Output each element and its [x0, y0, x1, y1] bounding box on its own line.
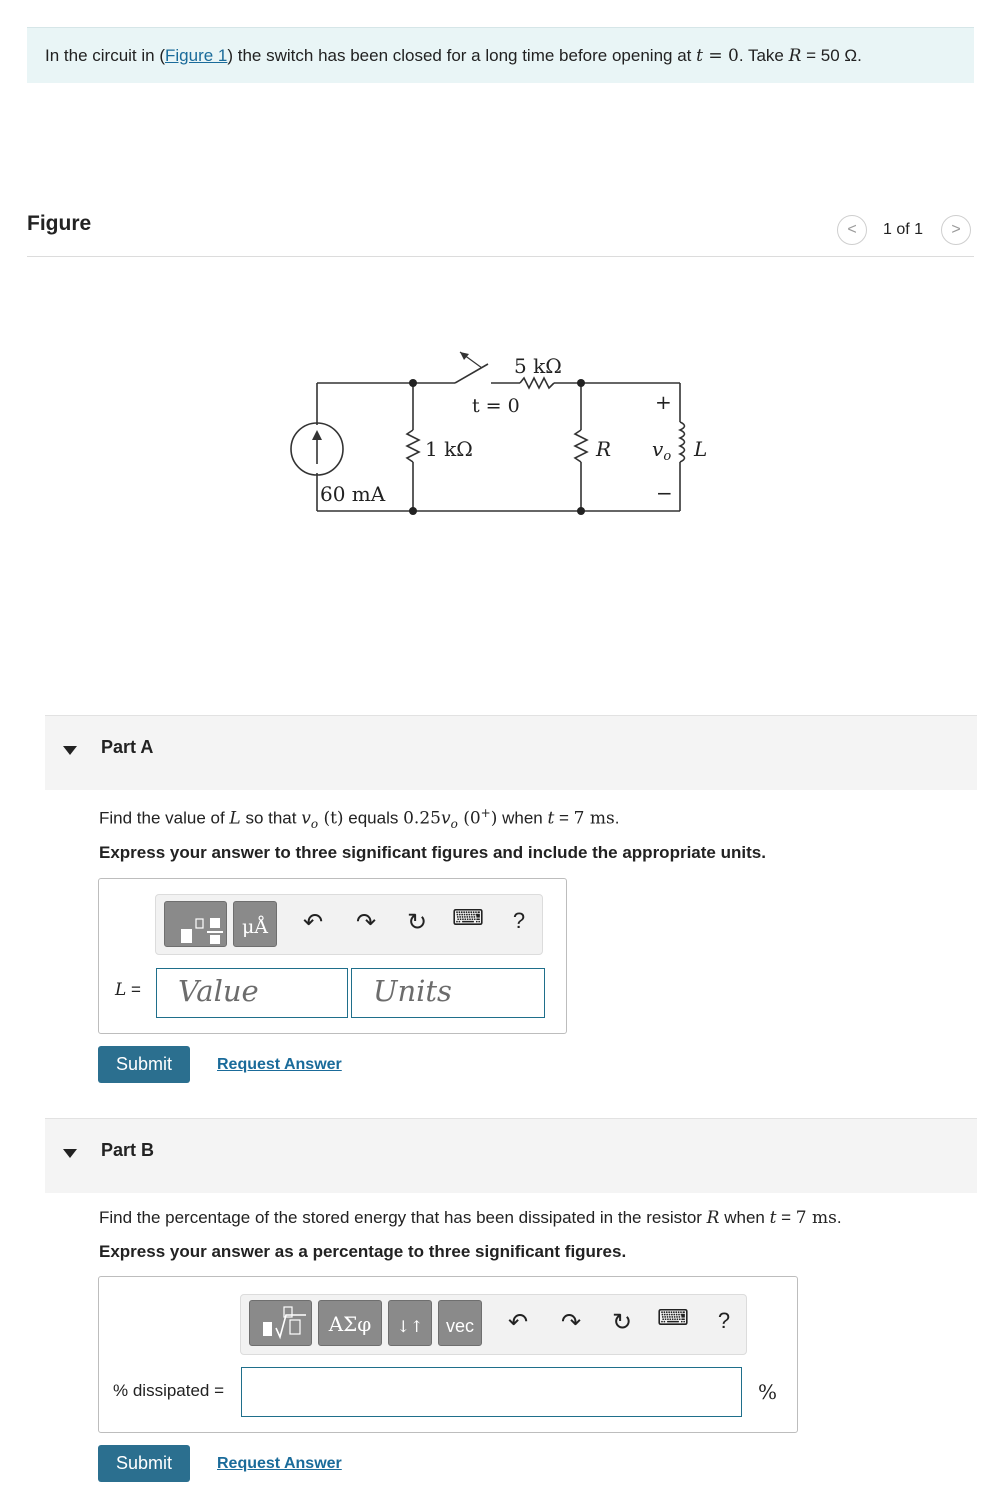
chevron-right-icon: > — [951, 221, 961, 238]
label-5k: 5 kΩ — [514, 354, 562, 378]
figure-title: Figure — [27, 212, 92, 235]
label-R: R — [596, 437, 612, 461]
part-b-toolbar — [240, 1294, 747, 1355]
figure-link[interactable]: Figure 1 — [165, 46, 228, 65]
part-a-instruction: Express your answer to three significant figures and include the appropriate units. — [99, 843, 766, 862]
label-vo: $v_o$ — [652, 437, 672, 464]
part-b-instruction: Express your answer as a percentage to three significant figures. — [99, 1242, 627, 1261]
greek-symbols-button[interactable]: ΑΣφ — [318, 1300, 382, 1346]
figure-pager: 1 of 1 — [883, 221, 924, 238]
help-button[interactable]: ? — [512, 908, 526, 933]
templates-button[interactable] — [164, 901, 227, 947]
undo-icon[interactable]: ↶ — [507, 1309, 529, 1336]
part-a-request-answer-link[interactable]: Request Answer — [217, 1056, 342, 1073]
collapse-triangle-icon — [63, 746, 77, 755]
redo-icon[interactable]: ↷ — [560, 1309, 582, 1336]
label-1k: 1 kΩ — [425, 437, 473, 461]
label-source: 60 mA — [320, 482, 386, 506]
part-b-submit-button[interactable]: Submit — [98, 1445, 190, 1482]
label-switch-time: t = 0 — [472, 395, 520, 417]
part-b-header[interactable] — [45, 1118, 977, 1193]
units-button[interactable]: μÅ — [233, 901, 277, 947]
radical-template-icon — [250, 1301, 313, 1347]
collapse-triangle-icon — [63, 1149, 77, 1158]
part-a-header[interactable] — [45, 715, 977, 790]
part-a-label: Part A — [101, 737, 154, 757]
undo-icon[interactable]: ↶ — [302, 909, 324, 936]
part-a-question: Find the value of L so that $v_o$ (t) equals $0.25v_o$ (0+) when t = 7 ms. — [99, 806, 620, 832]
label-plus: + — [655, 390, 672, 414]
keyboard-icon[interactable]: ⌨ — [452, 905, 484, 930]
chevron-left-icon: < — [847, 221, 857, 238]
label-minus: − — [656, 481, 673, 505]
reset-icon[interactable]: ↻ — [406, 909, 428, 936]
percent-input[interactable] — [241, 1367, 742, 1417]
units-input[interactable]: Units — [351, 968, 545, 1018]
vector-button[interactable]: vec — [438, 1300, 482, 1346]
part-a-submit-button[interactable]: Submit — [98, 1046, 190, 1083]
part-b-answer-box — [98, 1276, 798, 1433]
subscript-superscript-button[interactable]: ↓↑ — [388, 1300, 432, 1346]
percent-unit: % — [758, 1380, 778, 1404]
part-a-toolbar — [155, 894, 543, 955]
label-L: L — [694, 437, 708, 461]
part-b-request-answer-link[interactable]: Request Answer — [217, 1455, 342, 1472]
part-a-var-label: L = — [115, 980, 141, 1000]
help-button[interactable]: ? — [717, 1308, 731, 1333]
problem-statement: In the circuit in (Figure 1) the switch has been closed for a long time before opening at t = 0. Take R = 50 Ω. — [27, 27, 974, 83]
part-a-answer-box — [98, 878, 567, 1034]
redo-icon[interactable]: ↷ — [355, 909, 377, 936]
part-b-question: Find the percentage of the stored energy that has been dissipated in the resistor R when t = 7 ms. — [99, 1208, 842, 1228]
part-b-var-label: % dissipated = — [113, 1381, 225, 1400]
value-input[interactable]: Value — [156, 968, 348, 1018]
reset-icon[interactable]: ↻ — [611, 1309, 633, 1336]
fraction-template-icon — [165, 902, 228, 948]
part-b-label: Part B — [101, 1140, 155, 1160]
keyboard-icon[interactable]: ⌨ — [657, 1305, 689, 1330]
templates-button[interactable] — [249, 1300, 312, 1346]
circuit-diagram — [0, 0, 984, 720]
